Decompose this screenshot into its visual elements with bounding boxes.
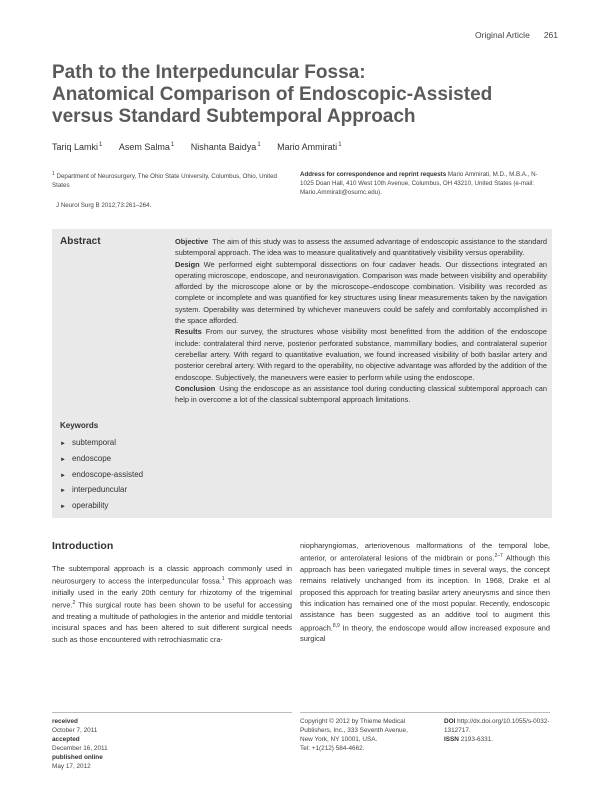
abstract-conclusion xyxy=(175,383,547,406)
issn-label: ISSN xyxy=(444,736,459,743)
author xyxy=(277,142,341,152)
author-name: Nishanta Baidya xyxy=(190,142,257,152)
keyword-item xyxy=(60,452,143,468)
abstract-box xyxy=(52,229,552,518)
copyright-line: Publishers, Inc., 333 Seventh Avenue, xyxy=(300,727,408,734)
date-label: received xyxy=(52,718,78,725)
author xyxy=(119,142,174,152)
keyword-item xyxy=(60,499,143,515)
copyright-line: New York, NY 10001, USA. xyxy=(300,736,378,743)
date-value: May 17, 2012 xyxy=(52,763,91,770)
reference-marker: 2 xyxy=(72,600,76,607)
arrow-bullet-icon: ► xyxy=(60,472,66,479)
section-text: The aim of this study was to assess the assumed advantage of endoscopic assistance to the standard subtemporal approach. The idea was to measure qualitatively and quantitatively visibility versus operability. xyxy=(175,237,547,258)
abstract-design xyxy=(175,259,547,327)
keyword: endoscope-assisted xyxy=(71,469,144,479)
body-text: In theory, the endoscope would allow increased exposure and surgical xyxy=(300,623,550,644)
body-text: Although this approach has been variegated multiple times in several ways, the concept remains relatively unchanged from its inception. In 1968, Drake et al proposed this approach for treating basilar artery aneurysms and since then this indication has remained one of the most popular. Recently, endoscopic assistance has been suggested as an additive tool to augment this approach. xyxy=(300,553,550,633)
keyword: interpeduncular xyxy=(71,485,128,495)
author-affiliation-marker: 1 xyxy=(338,142,342,148)
title-line: Anatomical Comparison of Endoscopic-Assisted xyxy=(52,84,493,105)
author-name: Tariq Lamki xyxy=(52,142,99,152)
author xyxy=(191,142,261,152)
date-label: accepted xyxy=(52,736,80,743)
doi-label: DOI xyxy=(444,718,456,725)
author-affiliation-marker: 1 xyxy=(99,142,103,148)
issn-value: 2193-6331. xyxy=(460,736,494,743)
copyright-line: Copyright © 2012 by Thieme Medical xyxy=(300,718,406,725)
intro-right-column xyxy=(300,540,550,645)
running-header xyxy=(475,30,558,40)
copyright-notice xyxy=(300,717,430,753)
arrow-bullet-icon: ► xyxy=(60,504,66,511)
author-name: Asem Salma xyxy=(118,142,170,152)
footer-divider xyxy=(300,712,550,713)
keyword-item xyxy=(60,483,143,499)
doi-block xyxy=(444,717,554,744)
journal-citation: J Neurol Surg B 2012;73:261–264. xyxy=(56,202,152,209)
correspondence-label: Address for correspondence and reprint requests xyxy=(300,171,447,178)
keyword-item xyxy=(60,468,143,484)
reference-marker: 8,9 xyxy=(332,622,340,629)
section-text: Using the endoscope as an assistance tool during conducting classical subtemporal approach can help in overcome a lot of the classical subtemporal approach limitations. xyxy=(175,383,547,405)
title-line: versus Standard Subtemporal Approach xyxy=(52,106,416,127)
section-text: From our survey, the structures whose visibility most benefitted from the addition of the endoscope include: contralateral third nerve, posterior perforated substance, mammillary bodies, and contralateral superior cerebellar artery. With regard to quantitative evaluation, we found increased visibility of both basilar artery and posterior cerebral artery. With regard to the operability, no objective advantage was afforded by the addition of the endoscope. Subjectively, the maneuvers were easier to perform while using the endoscope. xyxy=(175,327,547,382)
affiliation xyxy=(52,170,292,190)
article-title xyxy=(52,62,492,128)
reference-marker: 1 xyxy=(221,576,225,583)
date-value: December 16, 2011 xyxy=(52,745,108,752)
correspondence-text: Mario Ammirati, M.D., M.B.A., N-1025 Doan Hall, 410 West 10th Avenue, Columbus, OH 43210, United States (e-mail: Mario.Ammirati@osumc.edu). xyxy=(300,171,538,196)
author-list xyxy=(52,142,342,152)
affiliation-marker: 1 xyxy=(52,171,55,177)
title-line: Path to the Interpeduncular Fossa: xyxy=(52,62,366,83)
affiliation-text: Department of Neurosurgery, The Ohio State University, Columbus, Ohio, United States xyxy=(52,173,277,190)
correspondence-address xyxy=(300,170,550,197)
keyword: subtemporal xyxy=(71,438,116,447)
copyright-line: Tel: +1(212) 584-4662. xyxy=(300,745,365,752)
body-text: This surgical route has been shown to be useful for accessing and treating a multitude of pathologies in the anterior and middle tentorial incisural spaces and has been altered to suit different surgical needs such as those encountered with retrochiasmatic cra- xyxy=(52,600,292,644)
date-label: published online xyxy=(52,754,103,761)
abstract-objective xyxy=(175,236,547,259)
section-label: Results xyxy=(175,327,202,337)
section-label: Conclusion xyxy=(175,383,216,393)
keyword: endoscope xyxy=(71,453,112,463)
arrow-bullet-icon: ► xyxy=(60,441,66,447)
date-value: October 7, 2011 xyxy=(52,727,98,734)
page-number: 261 xyxy=(543,30,558,40)
abstract-results xyxy=(175,326,547,382)
section-label: Original Article xyxy=(475,30,530,40)
body-text: The subtemporal approach is a classic approach commonly used in neurosurgery to access the interpeduncular fossa. xyxy=(52,564,292,586)
introduction-heading: Introduction xyxy=(52,540,114,552)
intro-left-column xyxy=(52,563,292,645)
body-text: This approach was initially used in the early 20th century for rhizotomy of the trigeminal nerve. xyxy=(52,576,293,610)
reference-marker: 2–7 xyxy=(494,553,503,560)
body-text: niopharyngiomas, arteriovenous malformations of the temporal lobe, anterior, or anterolateral lesions of the midbrain or pons. xyxy=(300,541,550,563)
section-text: We performed eight subtemporal dissections on four cadaver heads. Our dissections integrated an operating microscope, endoscope, and neuronavigation. Comparison was made between visibility and operability afforded by the microscope alone or by the microscope–endoscope combination. Visibility was recorded as complete or incomplete and was quantified for key structures using linear measurements taken by the navigation system. Operability was determined by whichever maneuvers could be safely and comfortably accomplished in the space afforded. xyxy=(175,259,547,326)
author xyxy=(52,142,102,152)
footer-divider xyxy=(52,712,292,713)
doi-link[interactable]: http://dx.doi.org/10.1055/s-0032-1312717. xyxy=(444,718,550,734)
keyword-item xyxy=(60,436,143,452)
arrow-bullet-icon: ► xyxy=(60,488,66,495)
abstract-heading: Abstract xyxy=(60,236,101,247)
author-affiliation-marker: 1 xyxy=(170,142,175,148)
author-affiliation-marker: 1 xyxy=(257,142,261,148)
arrow-bullet-icon: ► xyxy=(60,456,66,463)
keyword: operability xyxy=(71,501,109,511)
abstract-body xyxy=(175,236,547,405)
author-name: Mario Ammirati xyxy=(277,142,338,152)
keywords-heading: Keywords xyxy=(60,421,99,430)
section-label: Design xyxy=(175,259,200,269)
publication-dates xyxy=(52,717,108,771)
keyword-list xyxy=(60,436,143,515)
section-label: Objective xyxy=(175,237,209,246)
